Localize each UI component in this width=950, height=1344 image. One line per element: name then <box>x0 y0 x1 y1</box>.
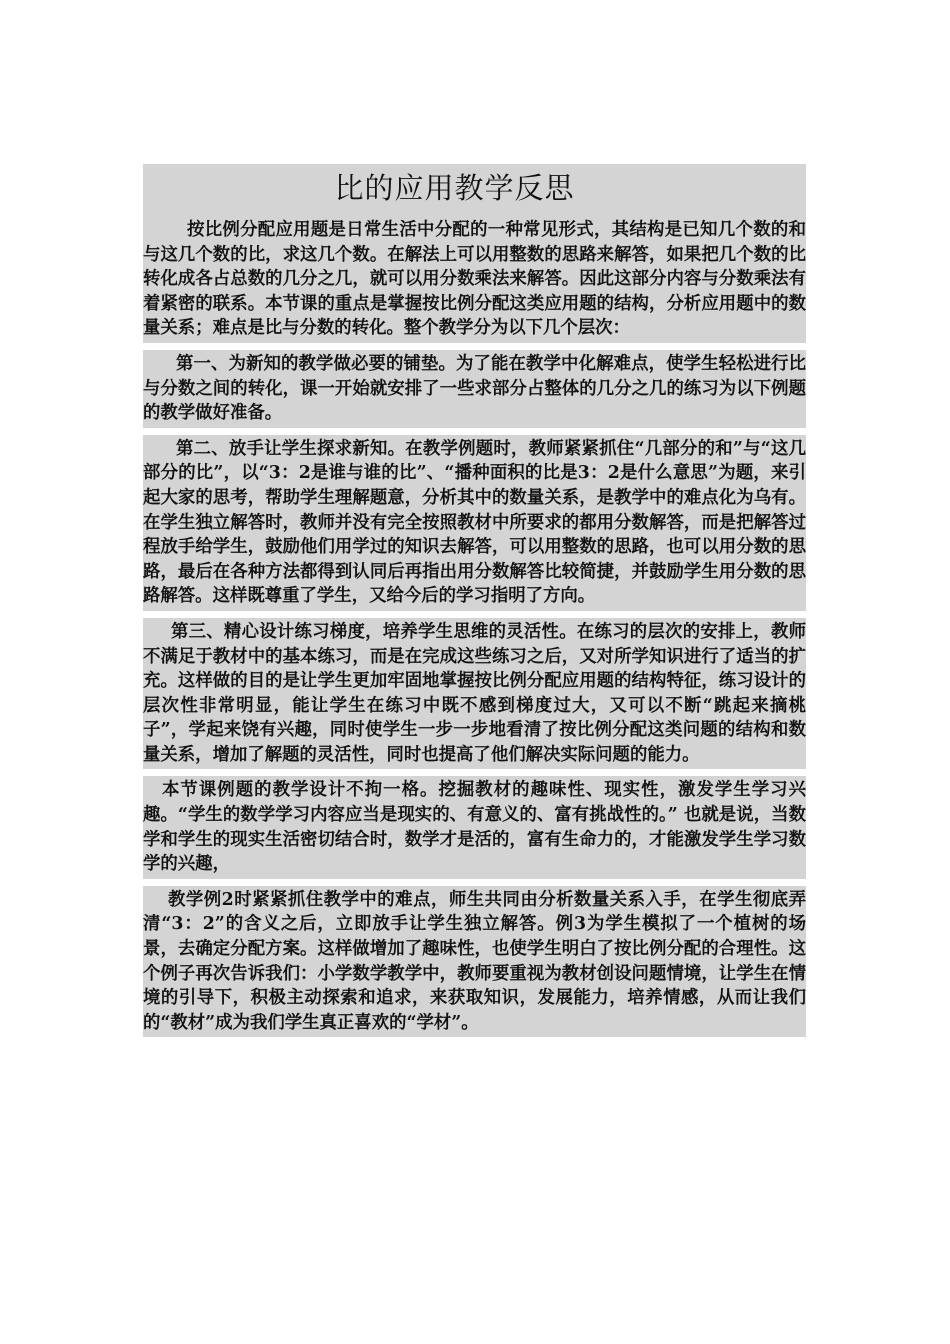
paragraph-first-level: 第一、为新知的教学做必要的铺垫。为了能在教学中化解难点，使学生轻松进行比与分数之间的转化，课一开始就安排了一些求部分占整体的几分之几的练习为以下例题的教学做好准备。 <box>143 353 806 424</box>
title-band <box>143 164 806 212</box>
paragraph-third-level: 第三、精心设计练习梯度，培养学生思维的灵活性。在练习的层次的安排上，教师不满足于教材中的基本练习，而是在完成这些练习之后，又对所学知识进行了适当的扩充。这样做的目的是让学生更加牢固地掌握按比例分配应用题的结构特征，练习设计的层次性非常明显，能让学生在练习中既不感到梯度过大，又可以不断“跳起来摘桃子”，学起来饶有兴趣，同时使学生一步一步地看清了按比例分配这类问题的结构和数量关系，增加了解题的灵活性，同时也提高了他们解决实际问题的能力。 <box>143 621 806 765</box>
paragraph-intro: 按比例分配应用题是日常生活中分配的一种常见形式，其结构是已知几个数的和与这几个数的比，求这几个数。在解法上可以用整数的思路来解答，如果把几个数的比转化成各占总数的几分之几，就可以用分数乘法来解答。因此这部分内容与分数乘法有着紧密的联系。本节课的重点是掌握按比例分配这类应用题的结构，分析应用题中的数量关系；难点是比与分数的转化。整个教学分为以下几个层次： <box>143 220 806 339</box>
document-body <box>143 164 806 1037</box>
paragraph-second-level: 第二、放手让学生探求新知。在教学例题时，教师紧紧抓住“几部分的和”与“这几部分的比”，以“3：2是谁与谁的比”、“播种面积的比是3：2是什么意思”为题，来引起大家的思考，帮助学生理解题意，分析其中的数量关系，是教学中的难点化为乌有。在学生独立解答时，教师并没有完全按照教材中所要求的都用分数解答，而是把解答过程放手给学生，鼓励他们用学过的知识去解答，可以用整数的思路，也可以用分数的思路，最后在各种方法都得到认同后再指出用分数解答比较简捷，并鼓励学生用分数的思路解答。这样既尊重了学生，又给今后的学习指明了方向。 <box>143 438 806 607</box>
paragraph-examples: 教学例2时紧紧抓住教学中的难点，师生共同由分析数量关系入手，在学生彻底弄清“3：2”的含义之后，立即放手让学生独立解答。例3为学生模拟了一个植树的场景，去确定分配方案。这样做增加了趣味性，也使学生明白了按比例分配的合理性。这个例子再次告诉我们：小学数学教学中，教师要重视为教材创设问题情境，让学生在情境的引导下，积极主动探索和追求，来获取知识，发展能力，培养情感，从而让我们的“教材”成为我们学生真正喜欢的“学材”。 <box>143 889 806 1033</box>
page-title: 比的应用教学反思 <box>334 171 575 205</box>
paragraph-design: 本节课例题的教学设计不拘一格。挖掘教材的趣味性、现实性，激发学生学习兴趣。“学生的数学学习内容应当是现实的、有意义的、富有挑战性的。” 也就是说，当数学和学生的现实生活密切结合时，数学才是活的，富有生命力的，才能激发学生学习数学的兴趣， <box>143 780 806 875</box>
